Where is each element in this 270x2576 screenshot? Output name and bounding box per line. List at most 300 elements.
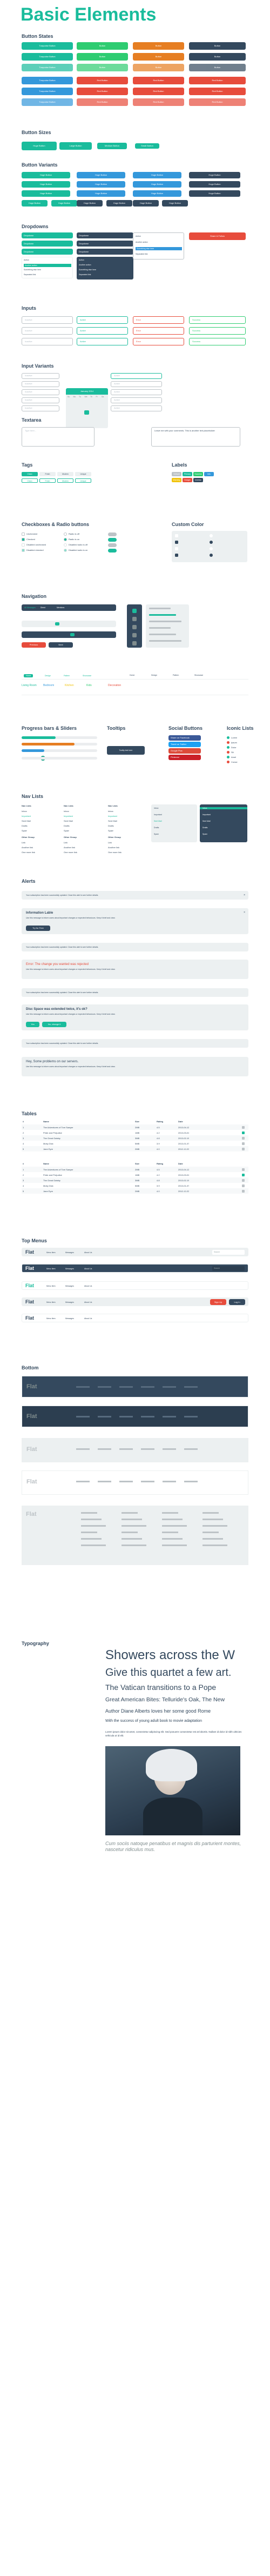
variant-button-small[interactable]: Huge Button [51,200,77,207]
footer-link[interactable] [184,1416,198,1417]
variant-button-small[interactable]: Huge Button [77,200,103,207]
select-menu[interactable] [133,232,184,259]
variant-button[interactable]: Huge Button [133,181,181,188]
calendar-day[interactable] [78,400,83,404]
footer-link[interactable] [119,1448,133,1450]
state-button[interactable]: Red Button [189,88,246,95]
dropdown-item[interactable]: Action [24,259,29,261]
row-checkbox[interactable] [242,1179,245,1182]
variant-button[interactable]: Huge Button [133,172,181,178]
nav-list-item[interactable]: Link [108,841,112,844]
select-option[interactable]: Another action [136,241,148,243]
variant-input[interactable]: Inactive [22,397,59,403]
calendar-day[interactable] [84,410,89,415]
footer-link[interactable] [184,1481,198,1482]
row-checkbox[interactable] [242,1148,245,1150]
login-button[interactable]: Log In [229,1299,245,1305]
footer-link[interactable] [122,1512,138,1514]
page-number[interactable] [78,633,82,636]
checkbox[interactable] [22,543,25,547]
footer-brand[interactable]: Flat [26,1383,37,1390]
text-input[interactable]: Error [133,316,184,324]
footer-link[interactable] [162,1525,187,1527]
footer-link[interactable] [162,1545,187,1546]
state-button[interactable]: Button [189,53,246,61]
dropdown-item[interactable]: Another action [79,264,91,266]
radio-dark[interactable] [210,554,213,557]
page-number[interactable] [85,622,90,625]
row-checkbox[interactable] [242,1168,245,1171]
state-button[interactable]: Button [189,42,246,50]
dropdown-item[interactable]: Separated link [79,274,91,276]
nav-list-item[interactable]: Inbox [108,810,113,813]
state-button[interactable]: Button [133,53,184,61]
footer-link[interactable] [184,1386,198,1388]
variant-button[interactable]: Huge Button [22,190,70,197]
variant-button[interactable]: Huge Button [189,181,240,188]
nav-list-item[interactable]: Another link [64,846,76,849]
tag-outline[interactable]: Unique [75,478,91,483]
footer-link[interactable] [98,1416,111,1417]
state-button[interactable]: Red Button [77,98,128,106]
variant-button[interactable]: Huge Button [133,190,181,197]
footer-link[interactable] [119,1416,133,1417]
footer-link[interactable] [81,1532,97,1533]
text-input[interactable]: Inactive [22,327,73,335]
footer-link[interactable] [162,1512,178,1514]
page-number[interactable] [78,622,82,625]
variant-button-small[interactable]: Huge Button [106,200,132,207]
toggle-switch[interactable] [108,532,117,536]
state-button[interactable]: Red Button [189,77,246,84]
select-option[interactable]: Action [136,235,141,237]
page-number[interactable] [48,633,52,636]
footer-link[interactable] [122,1532,138,1533]
variant-button[interactable]: Huge Button [189,190,240,197]
select-option[interactable]: Separated link [136,253,148,255]
calendar-day[interactable] [101,410,106,415]
navbar-item[interactable]: About Us [84,1268,92,1270]
dropdown-toggle[interactable]: Dropdown [22,241,73,247]
alert-button[interactable]: Try for Free [26,926,50,931]
signup-button[interactable]: Sign Up [210,1299,226,1305]
nav-icon[interactable] [132,625,137,629]
calendar-day[interactable] [96,405,100,409]
calendar-day[interactable] [96,410,100,415]
calendar-day[interactable] [73,400,78,404]
dropdown-toggle[interactable]: Dropdown [22,232,73,238]
row-checkbox[interactable] [242,1126,245,1129]
state-button[interactable]: Red Button [189,98,246,106]
tag-outline[interactable]: Clean [22,478,38,483]
calendar-day[interactable] [84,400,89,404]
footer-brand[interactable]: Flat [26,1511,37,1517]
size-button[interactable]: Medium Button [97,143,127,149]
row-checkbox[interactable] [242,1142,245,1145]
page-number[interactable] [32,622,37,625]
nav-list-item[interactable]: Sent Mail [108,820,117,822]
row-checkbox[interactable] [242,1137,245,1140]
state-button[interactable]: Red Button [133,88,184,95]
navbar-brand[interactable]: Flat [25,1283,35,1288]
calendar-day[interactable] [101,400,106,404]
close-icon[interactable]: × [244,911,245,914]
variant-button-small[interactable]: Huge Button [133,200,159,207]
variant-button[interactable]: Huge Button [189,172,240,178]
checkbox[interactable] [22,538,25,541]
state-button[interactable]: Turquoise Button [22,64,73,71]
footer-link[interactable] [162,1519,183,1520]
nav-list-item[interactable]: Drafts [108,824,114,827]
dropdown-toggle[interactable]: Dropdown [77,241,133,247]
dropdown-toggle[interactable]: Dropdown [77,232,133,238]
footer-brand[interactable]: Flat [26,1413,37,1420]
tag[interactable]: Unique [75,472,91,476]
footer-link[interactable] [76,1448,90,1450]
variant-input[interactable]: Active [111,397,162,403]
state-button[interactable]: Turquoise Button [22,98,73,106]
radio-dark[interactable] [210,541,213,544]
text-input[interactable]: Error [133,338,184,345]
navbar-item[interactable]: Menu Item [46,1317,56,1320]
state-button[interactable]: Red Button [77,88,128,95]
variant-button-small[interactable]: Huge Button [162,200,188,207]
alert-yes-button[interactable]: Yes [26,1022,39,1027]
close-icon[interactable]: × [244,894,245,897]
nav-icon[interactable] [132,641,137,645]
state-button[interactable]: Button [133,42,184,50]
radio-dark[interactable] [210,534,213,537]
nav-menu-item[interactable]: Spam [154,833,159,835]
variant-button[interactable]: Huge Button [22,181,70,188]
navbar-item[interactable]: About Us [84,1301,92,1303]
calendar-day[interactable] [96,400,100,404]
navbar-item[interactable]: Menu Item [46,1285,56,1287]
nav-menu-item[interactable]: Drafts [154,827,159,829]
footer-link[interactable] [81,1525,106,1527]
nav-list-item[interactable]: One more link [22,851,35,854]
calendar-day[interactable] [67,400,72,404]
checkbox-dark[interactable] [175,547,178,550]
nav-menu-item[interactable]: Sent Mail [154,820,162,822]
variant-input[interactable]: Inactive [22,373,59,379]
text-input[interactable]: Active [77,338,128,345]
checkbox-dark[interactable] [175,541,178,544]
checkbox-dark[interactable] [175,534,178,537]
navbar-item[interactable]: Messages [65,1285,74,1287]
textarea-filled[interactable]: Leave me with your comments. This is another text placeholder [151,427,240,447]
tag-outline[interactable]: Fresh [39,478,56,483]
tag-outline[interactable]: Modern [57,478,73,483]
footer-link[interactable] [98,1481,111,1482]
state-button[interactable]: Turquoise Button [22,77,73,84]
navbar-item[interactable]: Menu Item [46,1301,56,1303]
page-number[interactable] [93,633,97,636]
footer-link[interactable] [202,1525,227,1527]
footer-link[interactable] [202,1512,219,1514]
footer-link[interactable] [76,1481,90,1482]
nav-link[interactable]: Design [151,674,157,676]
calendar-day[interactable] [90,410,94,415]
radio-button[interactable] [64,543,67,547]
footer-link[interactable] [141,1481,154,1482]
dropdown-toggle[interactable]: Dropdown [22,249,73,255]
nav-menu-item[interactable]: Important [202,814,211,816]
state-button[interactable]: Turquoise Button [22,88,73,95]
calendar-day[interactable] [67,410,72,415]
nav-menu-item[interactable]: Important [154,814,162,816]
calendar-day[interactable] [90,405,94,409]
nav-link[interactable]: Pattern [173,674,179,676]
nav-list-item[interactable]: Spam [22,829,28,832]
state-button[interactable]: Turquoise Button [22,53,73,61]
text-input[interactable]: Error [133,327,184,335]
social-button[interactable]: Google Plus [168,748,201,754]
footer-link[interactable] [184,1448,198,1450]
size-button[interactable]: Large Button [59,142,92,150]
social-button[interactable]: Pinterest [168,755,201,760]
state-button[interactable]: Red Button [133,98,184,106]
navbar-brand[interactable]: Flat [25,1299,35,1304]
footer-link[interactable] [122,1525,146,1527]
footer-link[interactable] [119,1481,133,1482]
nav-pill[interactable]: Pattern [64,675,70,677]
footer-link[interactable] [119,1386,133,1388]
state-button[interactable]: Red Button [133,77,184,84]
dropdown-toggle[interactable]: Dropdown [77,249,133,255]
nav-pill[interactable]: Design [45,675,51,677]
tag[interactable]: Clean [22,472,38,476]
state-button[interactable]: Red Button [77,77,128,84]
radio-button[interactable] [64,549,67,552]
nav-list-item[interactable]: Link [22,841,26,844]
row-checkbox[interactable] [242,1190,245,1193]
breadcrumb-item[interactable]: Kids [86,684,92,687]
nav-menu-item[interactable]: Inbox [154,807,159,809]
calendar-day[interactable] [84,405,89,409]
dropdown-item[interactable]: Something else here [24,269,42,271]
state-button[interactable]: Button [77,42,128,50]
pager-button[interactable]: Previous [22,642,46,648]
navbar-search[interactable]: Search [212,1250,245,1255]
state-button[interactable]: Button [77,53,128,61]
page-number[interactable] [55,633,59,636]
text-input[interactable]: Active [77,316,128,324]
toggle-switch[interactable] [108,549,117,553]
state-button[interactable]: Turquoise Button [22,42,73,50]
navbar-tab[interactable]: All Messages [24,607,36,609]
nav-list-item[interactable]: One more link [64,851,77,854]
navbar-brand[interactable]: Flat [25,1315,35,1321]
calendar-day[interactable] [78,410,83,415]
calendar-day[interactable] [101,405,106,409]
footer-link[interactable] [162,1532,178,1533]
footer-link[interactable] [81,1512,97,1514]
variant-input[interactable]: Active [111,373,162,379]
navbar-item[interactable]: Messages [65,1268,74,1270]
nav-pill[interactable]: Home [24,674,33,677]
nav-icon[interactable] [132,609,137,613]
navbar-item[interactable]: Menu Item [46,1268,56,1270]
nav-icon[interactable] [132,633,137,637]
navbar-item[interactable]: About Us [84,1317,92,1320]
text-input[interactable]: Success [189,316,246,324]
share-dropdown[interactable]: Share & Follow [189,232,246,240]
variant-input[interactable]: Active [111,389,162,395]
slider-track[interactable] [22,757,97,760]
nav-list-item[interactable]: Drafts [22,824,28,827]
navbar-item[interactable]: Menu Item [46,1252,56,1254]
radio-button[interactable] [64,532,67,536]
nav-list-item[interactable]: Sent Mail [22,820,31,822]
page-number[interactable] [63,622,67,625]
footer-brand[interactable]: Flat [26,1446,37,1453]
footer-link[interactable] [122,1545,146,1546]
footer-link[interactable] [162,1538,183,1540]
footer-link[interactable] [122,1538,142,1540]
page-number[interactable] [70,622,75,625]
checkbox[interactable] [22,549,25,552]
nav-list-item[interactable]: Spam [108,829,114,832]
footer-link[interactable] [122,1519,142,1520]
breadcrumb-item[interactable]: Decoration [108,684,122,687]
toggle-switch[interactable] [108,538,117,542]
page-number[interactable] [32,633,37,636]
size-button[interactable]: Huge Button [22,142,57,150]
row-checkbox[interactable] [242,1131,245,1134]
dropdown-item[interactable]: Separated link [24,274,36,276]
radio-dark[interactable] [210,547,213,550]
pager-button[interactable]: Next [49,642,73,648]
page-number[interactable] [100,633,105,636]
nav-menu-item[interactable]: Spam [202,833,208,835]
page-number[interactable] [40,622,44,625]
footer-link[interactable] [163,1448,176,1450]
nav-list-item[interactable]: Sent Mail [64,820,73,822]
nav-list-item[interactable]: Important [22,815,31,817]
row-checkbox[interactable] [242,1174,245,1176]
social-button[interactable]: Tweet on Twitter [168,742,201,747]
page-number[interactable] [40,633,44,636]
text-input[interactable]: Success [189,327,246,335]
footer-link[interactable] [98,1386,111,1388]
footer-link[interactable] [76,1416,90,1417]
calendar-day[interactable] [90,400,94,404]
page-number[interactable] [70,633,75,636]
tag[interactable]: Fresh [39,472,56,476]
dropdown-item[interactable]: Something else here [79,269,97,271]
navbar-item[interactable]: Messages [65,1317,74,1320]
size-button[interactable]: Small Button [135,143,159,149]
footer-brand[interactable]: Flat [26,1479,37,1485]
footer-link[interactable] [98,1448,111,1450]
nav-icon[interactable] [132,617,137,621]
navbar-item[interactable]: About Us [84,1252,92,1254]
select-option[interactable]: Something else here [136,247,182,250]
nav-list-item[interactable]: One more link [108,851,122,854]
dropdown-item[interactable]: Another action [24,264,71,267]
footer-link[interactable] [202,1532,219,1533]
social-button[interactable]: Share on Facebook [168,735,201,741]
nav-list-item[interactable]: Another link [108,846,120,849]
footer-link[interactable] [163,1416,176,1417]
nav-link[interactable]: Showcase [194,674,204,676]
nav-list-item[interactable]: Important [64,815,73,817]
calendar-day[interactable] [73,405,78,409]
state-button[interactable]: Button [189,64,246,71]
variant-input[interactable]: Active [111,381,162,387]
variant-button[interactable]: Huge Button [77,172,125,178]
variant-input[interactable]: Active [111,405,162,411]
nav-list-item[interactable]: Drafts [64,824,70,827]
footer-link[interactable] [76,1386,90,1388]
state-button[interactable]: Button [133,64,184,71]
alert-no-button[interactable]: No, change it [42,1022,66,1027]
nav-list-item[interactable]: Important [108,815,117,817]
nav-menu-item[interactable]: Sent Mail [202,820,211,822]
text-input[interactable]: Inactive [22,316,73,324]
variant-button[interactable]: Huge Button [77,181,125,188]
text-input[interactable]: Inactive [22,338,73,345]
variant-button[interactable]: Huge Button [22,172,70,178]
page-number[interactable] [63,633,67,636]
nav-list-item[interactable]: Link [64,841,68,844]
breadcrumb-item[interactable]: Bedroom [43,684,55,687]
navbar-tab[interactable]: Mentions [57,607,65,609]
nav-link[interactable]: Home [130,674,135,676]
page-number[interactable] [85,633,90,636]
page-number[interactable] [48,622,52,625]
footer-link[interactable] [202,1519,223,1520]
checkbox-dark[interactable] [175,554,178,557]
navbar-tab[interactable]: Direct [40,607,46,609]
text-input[interactable]: Active [77,327,128,335]
footer-link[interactable] [163,1386,176,1388]
variant-input[interactable]: Inactive [22,389,59,395]
nav-list-item[interactable]: Spam [64,829,70,832]
footer-link[interactable] [81,1538,102,1540]
state-button[interactable]: Button [77,64,128,71]
navbar-brand[interactable]: Flat [25,1266,35,1271]
footer-link[interactable] [141,1416,154,1417]
variant-button[interactable]: Huge Button [77,190,125,197]
variant-button-small[interactable]: Huge Button [22,200,48,207]
navbar-search[interactable]: Search [212,1266,245,1271]
footer-link[interactable] [202,1545,227,1546]
nav-pill[interactable]: Showcase [83,675,92,677]
checkbox[interactable] [22,532,25,536]
calendar-day[interactable] [67,405,72,409]
toggle-switch[interactable] [108,543,117,547]
nav-list-item[interactable]: Inbox [22,810,27,813]
row-checkbox[interactable] [242,1184,245,1187]
nav-list-item[interactable]: Inbox [64,810,69,813]
tag[interactable]: Modern [57,472,73,476]
variant-input[interactable]: Inactive [22,405,59,411]
page-number[interactable] [100,622,105,625]
footer-link[interactable] [202,1538,223,1540]
breadcrumb-item[interactable]: Living Room [22,684,37,687]
variant-input[interactable]: Inactive [22,381,59,387]
calendar-day[interactable] [78,405,83,409]
nav-menu-item[interactable]: Inbox [200,807,247,809]
footer-link[interactable] [163,1481,176,1482]
footer-link[interactable] [141,1448,154,1450]
nav-menu-item[interactable]: Drafts [202,827,208,829]
footer-link[interactable] [81,1519,102,1520]
nav-list-item[interactable]: Another link [22,846,33,849]
radio-button[interactable] [64,538,67,541]
